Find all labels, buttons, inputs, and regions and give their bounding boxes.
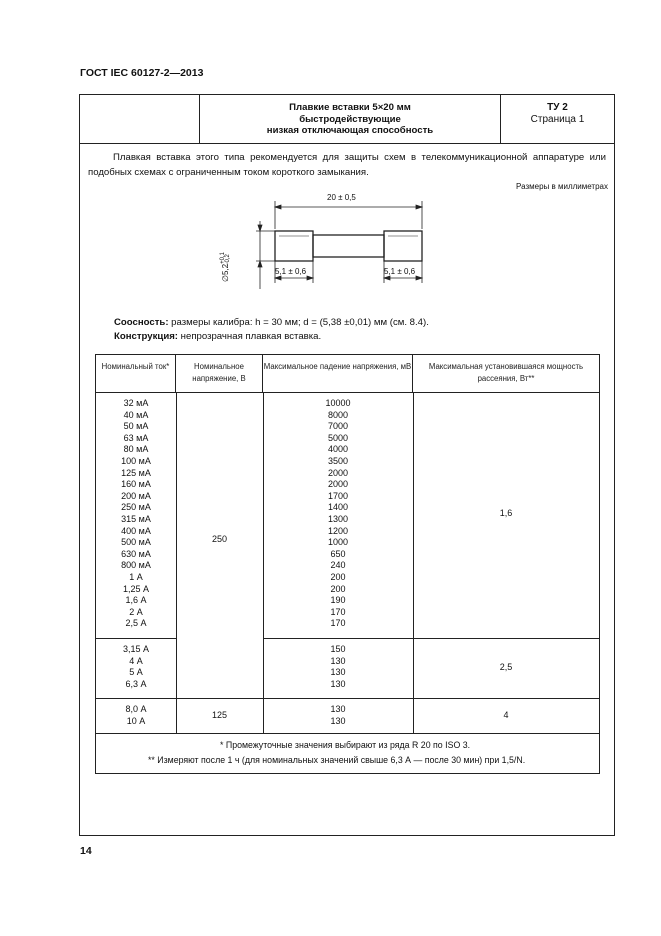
right-cap bbox=[384, 231, 422, 261]
sheet-code: ТУ 2 bbox=[547, 102, 568, 113]
title-block bbox=[80, 95, 614, 144]
cap-right-dimension-label: 5,1 ± 0,6 bbox=[384, 267, 416, 276]
footnote-1: * Промежуточные значения выбирают из ряда R 20 по ISO 3. bbox=[220, 740, 471, 750]
diameter-tolerance-upper: +0,1 bbox=[220, 252, 226, 264]
col-divider-3 bbox=[413, 393, 414, 733]
glass-body bbox=[313, 235, 384, 257]
sheet-page: Страница 1 bbox=[530, 114, 585, 125]
sheet-frame bbox=[79, 94, 615, 836]
header-current: Номинальный ток* bbox=[96, 355, 176, 393]
group3-power: 4 bbox=[503, 710, 509, 720]
arrow-left bbox=[275, 205, 281, 209]
group1-drops: 10000 8000 7000 5000 4000 3500 2000 2000 1700 1400 1300 1200 1000 650 240 200 200 190 170 170 bbox=[325, 398, 351, 629]
construction-text: непрозрачная плавкая вставка. bbox=[178, 331, 322, 342]
group2-drops: 150 130 130 130 bbox=[330, 644, 346, 689]
footnote-divider bbox=[96, 733, 599, 734]
arrow-diameter-bottom bbox=[258, 261, 262, 267]
arrow-cap-right-a bbox=[384, 276, 390, 280]
group1-power: 1,6 bbox=[499, 508, 513, 518]
diameter-tolerance-lower: −0,2 bbox=[225, 254, 231, 267]
arrow-diameter-top bbox=[258, 225, 262, 231]
coaxial-label: Соосность: bbox=[114, 317, 169, 328]
standard-header: ГОСТ IEC 60127-2—2013 bbox=[80, 67, 204, 79]
ratings-table bbox=[95, 354, 600, 774]
group1-currents: 32 мА 40 мА 50 мА 63 мА 80 мА 100 мА 125 мА 160 мА 200 мА 250 мА 315 мА 400 мА 500 мА 630 мА 800 мА 1 А 1,25 А 1,6 А 2 А 2,5 А bbox=[121, 398, 151, 629]
sheet-id-cell bbox=[501, 95, 614, 143]
header-drop: Максимальное падение напряжения, мВ bbox=[263, 355, 413, 393]
title-line-1: Плавкие вставки 5×20 мм bbox=[289, 102, 411, 113]
length-dimension-label: 20 ± 0,5 bbox=[327, 193, 356, 202]
fuse-drawing-svg bbox=[220, 193, 480, 303]
group-divider-2 bbox=[96, 698, 599, 699]
cap-left-dimension-label: 5,1 ± 0,6 bbox=[275, 267, 307, 276]
footnote-2: ** Измеряют после 1 ч (для номинальных значений свыше 6,3 А — после 30 мин) при 1,5/N. bbox=[148, 755, 526, 765]
voltage-250: 250 bbox=[211, 534, 228, 544]
left-cap bbox=[275, 231, 313, 261]
construction-label: Конструкция: bbox=[114, 331, 179, 342]
group-divider-1b bbox=[263, 638, 599, 639]
group2-currents: 3,15 А 4 А 5 А 6,3 А bbox=[122, 644, 150, 689]
specs-block bbox=[114, 316, 429, 344]
group3-drops: 130 130 bbox=[330, 704, 346, 726]
title-line-2: быстродействующие bbox=[299, 113, 401, 125]
fuse-drawing bbox=[220, 193, 480, 303]
arrow-cap-left-a bbox=[275, 276, 281, 280]
intro-paragraph: Плавкая вставка этого типа рекомендуется для защиты схем в телекоммуникационной аппаратуре или подобных схемах с ограниченным током короткого замыкания. bbox=[88, 152, 606, 178]
group3-currents: 8,0 А 10 А bbox=[125, 704, 147, 726]
header-power: Максимальная установившаяся мощность рассеяния, Вт** bbox=[413, 355, 599, 393]
arrow-right bbox=[416, 205, 422, 209]
coaxial-text: размеры калибра: h = 30 мм; d = (5,38 ±0,01) мм (см. 8.4). bbox=[168, 317, 429, 328]
page-number: 14 bbox=[80, 845, 92, 857]
diameter-value: ∅5,2 bbox=[221, 263, 230, 282]
coaxial-line bbox=[114, 316, 429, 330]
title-cell bbox=[200, 95, 501, 143]
col-divider-1 bbox=[176, 393, 177, 733]
construction-line bbox=[114, 330, 429, 344]
diameter-dimension-label bbox=[220, 254, 231, 282]
voltage-125: 125 bbox=[211, 710, 228, 720]
header-voltage: Номинальное напряжение, В bbox=[176, 355, 263, 393]
title-line-3: низкая отключающая способность bbox=[266, 125, 434, 136]
arrow-cap-right-b bbox=[416, 276, 422, 280]
group2-power: 2,5 bbox=[499, 662, 513, 672]
arrow-cap-left-b bbox=[307, 276, 313, 280]
title-empty-cell bbox=[80, 95, 200, 143]
dimensions-note: Размеры в миллиметрах bbox=[516, 182, 608, 191]
group-divider-1a bbox=[96, 638, 176, 639]
